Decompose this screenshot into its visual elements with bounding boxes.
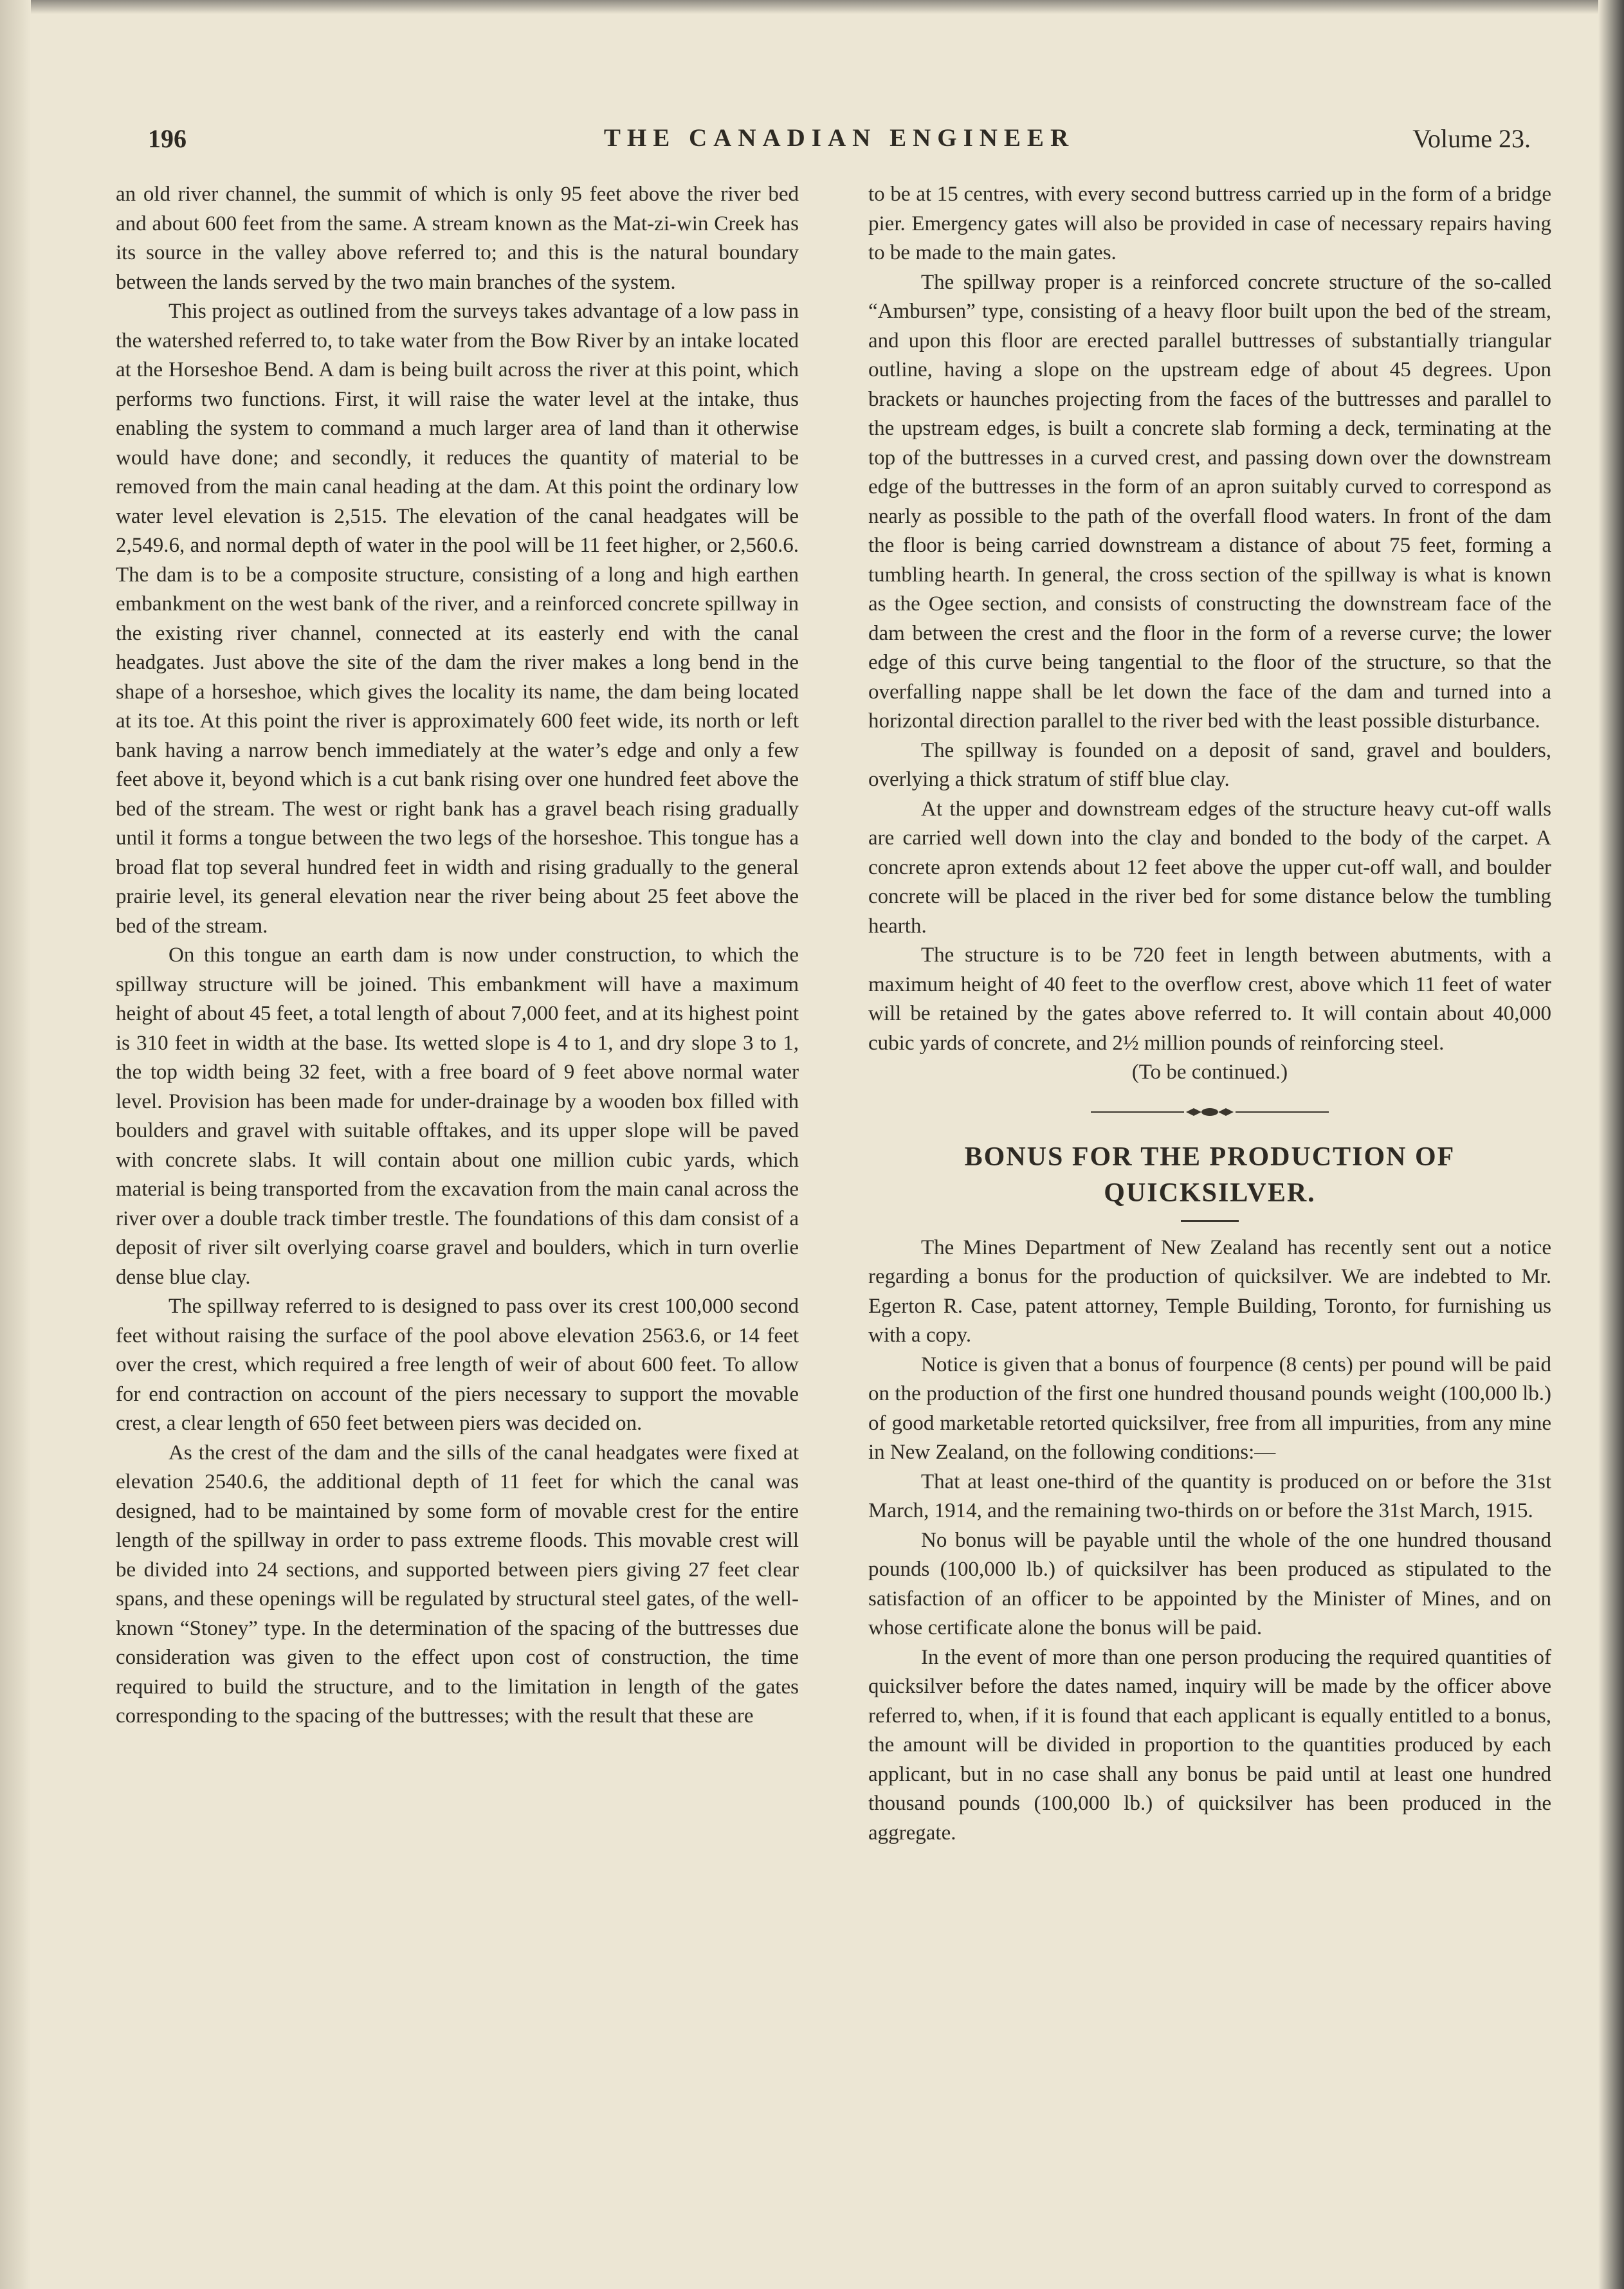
paragraph: At the upper and downstream edges of the structure heavy cut-off walls are carried well down into the clay and bonded to the body of the carpet. A concrete apron extends about 12 feet above the upper cut-off wall, and boulder concrete will be placed in the river bed for some distance below the tumbling hearth.	[868, 797, 1551, 938]
paragraph: As the crest of the dam and the sills of the canal headgates were fixed at elevation 2540.6, the additional depth of 11 feet for which the canal was designed, had to be maintained by some form of movable crest for the entire length of the spillway in order to pass extreme floods. This movable crest will be divided into 24 sections, and supported between piers giving 27 feet clear spans, and these openings will be regulated by structural steel gates, of the well-known “Stoney” type. In the determination of the spacing of the buttresses due consideration was given to the effect upon cost of construction, the time required to build the structure, and to the limitation in length of the gates corresponding to the spacing of the buttresses; with the result that these are	[116, 1441, 799, 1728]
paragraph: The Mines Department of New Zealand has recently sent out a notice regarding a bonus for the production of quicksilver. We are indebted to Mr. Egerton R. Case, patent attorney, Temple Building, Toronto, for furnishing us with a copy.	[868, 1236, 1551, 1347]
running-header	[148, 123, 1531, 169]
paragraph: In the event of more than one person producing the required quantities of quicksilver before the dates named, inquiry will be made by the officer above referred to, when, if it is found that each applicant is equally entitled to a bonus, the amount will be divided in proportion to the quantities produced by each applicant, but in no case shall any bonus be paid until at least one hundred thousand pounds (100,000 lb.) of quicksilver has been produced in the aggregate.	[868, 1645, 1551, 1845]
paragraph: to be at 15 centres, with every second buttress carried up in the form of a bridge pier. Emergency gates will also be provided in case of necessary repairs having to be made to the main gates.	[868, 183, 1551, 264]
continued-note: (To be continued.)	[1131, 1061, 1288, 1084]
journal-title: THE CANADIAN ENGINEER	[603, 124, 1075, 152]
paragraph: No bonus will be payable until the whole of the one hundred thousand pounds (100,000 lb.) of quicksilver has been produced as stipulated to the satisfaction of an officer to be appointed by the Minister of Mines, and on whose certificate alone the bonus will be paid.	[868, 1528, 1551, 1639]
paragraph: The spillway proper is a reinforced concrete structure of the so-called “Ambursen” type, consisting of a heavy floor built upon the bed of the stream, and upon this floor are erected parallel buttresses of substantially triangular outline, having a slope on the upstream edge of about 45 degrees. Upon brackets or haunches projecting from the faces of the buttresses and parallel to the upstream edges, is built a concrete slab forming a deck, terminating at the top of the buttresses in a curved crest, and passing down over the downstream edge of the buttresses in the form of an apron suitably curved to correspond as nearly as possible to the path of the overfall flood waters. In front of the dam the floor is being carried downstream a distance of about 75 feet, forming a tumbling hearth. In general, the cross section of the spillway is what is known as the Ogee section, and consists of constructing the downstream face of the dam between the crest and the floor in the form of a reverse curve; the lower edge of this curve being tangential to the floor of the structure, so that the overfalling nappe shall be let down the face of the dam and turned into a horizontal direction parallel to the river bed with the least possible disturbance.	[868, 270, 1551, 733]
paragraph: The spillway referred to is designed to pass over its crest 100,000 second feet without raising the surface of the pool above elevation 2563.6, or 14 feet over the crest, which required a free length of weir of about 600 feet. To allow for end contraction on account of the piers necessary to support the movable crest, a clear length of 650 feet between piers was decided on.	[116, 1295, 799, 1435]
paragraph: On this tongue an earth dam is now under construction, to which the spillway structure will be joined. This embankment will have a maximum height of about 45 feet, a total length of about 7,000 feet, and at its highest point is 310 feet in width at the base. Its wetted slope is 4 to 1, and dry slope 3 to 1, the top width being 32 feet, with a free board of 9 feet above normal water level. Provision has been made for under-drainage by a wooden box filled with boulders and gravel with suitable offtakes, and its upper slope will be paved with concrete slabs. It will contain about one million cubic yards, which material is being transported from the excavation from the main canal across the river over a double track timber trestle. The foundations of this dam consist of a deposit of river silt overlying coarse gravel and boulders, which in turn overlie dense blue clay.	[116, 944, 799, 1289]
right-column	[868, 180, 1551, 1848]
article-title-line: BONUS FOR THE PRODUCTION OF	[964, 1142, 1455, 1172]
volume-label: Volume 23.	[1412, 124, 1531, 153]
page-number: 196	[148, 124, 187, 153]
page-right-shadow	[1598, 0, 1624, 2289]
page-top-shadow	[0, 0, 1624, 14]
ornamental-rule-divider	[1091, 1104, 1329, 1120]
article-title	[868, 1139, 1551, 1211]
paragraph: The structure is to be 720 feet in length between abutments, with a maximum height of 40 feet to the overflow crest, above which 11 feet of water will be retained by the gates above referred to. It will contain about 40,000 cubic yards of concrete, and 2½ million pounds of reinforcing steel.	[868, 944, 1551, 1055]
left-column	[116, 180, 799, 1731]
page-binding-edge	[0, 0, 31, 2289]
paragraph: That at least one-third of the quantity is produced on or before the 31st March, 1914, and the remaining two-thirds on or before the 31st March, 1915.	[868, 1470, 1551, 1522]
title-underline-rule	[1181, 1220, 1239, 1222]
article-title-line: QUICKSILVER.	[1104, 1178, 1316, 1208]
paragraph: an old river channel, the summit of which is only 95 feet above the river bed and about 600 feet from the same. A stream known as the Mat-zi-win Creek has its source in the valley above referred to; and this is the natural boundary between the lands served by the two main branches of the system.	[116, 183, 799, 294]
paragraph: This project as outlined from the surveys takes advantage of a low pass in the watershed referred to, to take water from the Bow River by an intake located at the Horseshoe Bend. A dam is being built across the river at this point, which performs two functions. First, it will raise the water level at the intake, thus enabling the system to command a much larger area of land than it otherwise would have done; and secondly, it reduces the quantity of material to be removed from the main canal heading at the dam. At this point the ordinary low water level elevation is 2,515. The elevation of the canal headgates will be 2,549.6, and normal depth of water in the pool will be 11 feet higher, or 2,560.6. The dam is to be a composite structure, consisting of a long and high earthen embankment on the west bank of the river, and a reinforced concrete spillway in the existing river channel, connected at its easterly end with the canal headgates. Just above the site of the dam the river makes a long bend in the shape of a horseshoe, which gives the locality its name, the dam being located at its toe. At this point the river is approximately 600 feet wide, its north or left bank having a narrow bench immediately at the water’s edge and only a few feet above it, beyond which is a cut bank rising over one hundred feet above the bed of the stream. The west or right bank has a gravel beach rising gradually until it forms a tongue between the two legs of the horseshoe. This tongue has a broad flat top several hundred feet in width and rising gradually to the general prairie level, its general elevation near the river being about 25 feet above the bed of the stream.	[116, 300, 799, 938]
paragraph: The spillway is founded on a deposit of sand, gravel and boulders, overlying a thick stratum of stiff blue clay.	[868, 738, 1551, 791]
paragraph: Notice is given that a bonus of fourpence (8 cents) per pound will be paid on the production of the first one hundred thousand pounds weight (100,000 lb.) of good marketable retorted quicksilver, free from all impurities, from any mine in New Zealand, on the following conditions:—	[868, 1353, 1551, 1464]
